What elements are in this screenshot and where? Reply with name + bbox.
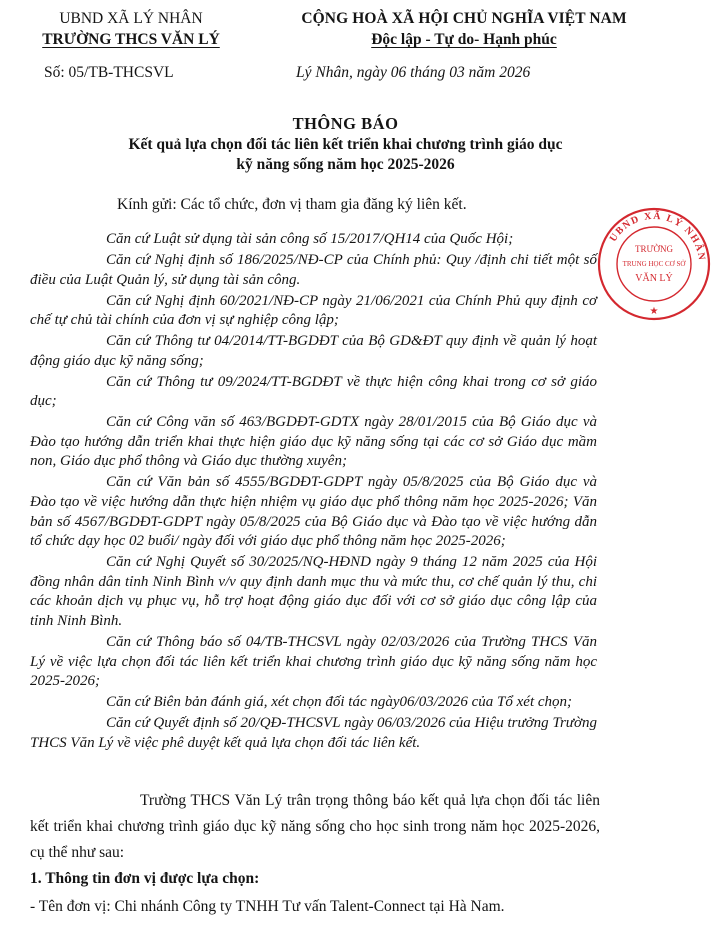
- seal-graphic: [596, 206, 712, 322]
- subtitle-line: kỹ năng sống năm học 2025-2026: [236, 156, 455, 173]
- legal-bases: [30, 230, 597, 755]
- seal-ring-text: UBND XÃ LÝ NHÂN: [607, 210, 708, 263]
- subtitle-line: Kết quả lựa chọn đối tác liên kết triển khai chương trình giáo dục: [128, 136, 563, 153]
- closing-paragraph: [30, 788, 600, 866]
- document-date: Lý Nhân, ngày 06 tháng 03 năm 2026: [296, 64, 531, 81]
- national-motto: Độc lập - Tự do- Hạnh phúc: [371, 31, 557, 48]
- legal-basis-item: Căn cứ Quyết định số 20/QĐ-THCSVL ngày 06/03/2026 của Hiệu trưởng Trường THCS Văn Lý về việc phê duyệt kết quả lựa chọn đối tác liên kết.: [30, 715, 597, 751]
- legal-basis-item: Căn cứ Nghị định số 186/2025/NĐ-CP của Chính phủ: Quy /định chi tiết một số điều của Luật Quản lý, sử dụng tài sản công.: [30, 251, 597, 288]
- legal-basis-item: Căn cứ Nghị định 60/2021/NĐ-CP ngày 21/06/2021 của Chính Phủ quy định cơ chế tự chủ tài chính của đơn vị sự nghiệp công lập;: [30, 292, 597, 329]
- legal-basis-item: Căn cứ Công văn số 463/BGDĐT-GDTX ngày 28/01/2015 của Bộ Giáo dục và Đào tạo hướng dẫn triển khai thực hiện giáo dục kỹ năng sống tại các cơ sở Giáo dục mầm non, Giáo dục phổ thông và Giáo dục thường xuyên;: [30, 414, 597, 470]
- document-title: THÔNG BÁO: [292, 114, 399, 133]
- seal-center-text: TRUNG HỌC CƠ SỞ: [622, 260, 686, 268]
- nation-name: CỘNG HOÀ XÃ HỘI CHỦ NGHĨA VIỆT NAM: [301, 10, 627, 27]
- legal-basis-item: Căn cứ Thông báo số 04/TB-THCSVL ngày 02/03/2026 của Trường THCS Văn Lý về việc lựa chọn đối tác liên kết triển khai chương trình giáo dục kỹ năng sống năm học 2025-2026;: [30, 634, 597, 690]
- official-seal: [596, 206, 712, 322]
- document-subtitle: [60, 135, 631, 175]
- section-heading: 1. Thông tin đơn vị được lựa chọn:: [30, 870, 260, 887]
- svg-text:★: ★: [649, 306, 659, 317]
- legal-basis-item: Căn cứ Thông tư 09/2024/TT-BGDĐT về thực hiện công khai trong cơ sở giáo dục;: [30, 373, 597, 410]
- seal-center-text: TRƯỜNG: [635, 244, 673, 254]
- legal-basis-item: Căn cứ Luật sử dụng tài sản công số 15/2017/QH14 của Quốc Hội;: [106, 231, 514, 247]
- legal-basis-item: Căn cứ Nghị Quyết số 30/2025/NQ-HĐND ngày 9 tháng 12 năm 2025 của Hội đồng nhân dân tỉnh Ninh Bình v/v quy định danh mục thu và mức thu, cơ chế quản lý thu, chi các khoản dịch vụ phục vụ, hỗ trợ hoạt động giáo dục đối với cơ sở giáo dục công lập của tỉnh Ninh Bình.: [30, 554, 597, 630]
- national-header: [258, 8, 670, 50]
- agency-name: UBND XÃ LÝ NHÂN: [59, 10, 203, 27]
- seal-center-text: VĂN LÝ: [635, 273, 673, 284]
- legal-basis-item: Căn cứ Thông tư 04/2014/TT-BGDĐT của Bộ GD&ĐT quy định về quản lý hoạt động giáo dục kỹ năng sống;: [30, 333, 597, 369]
- recipient-line: Kính gửi: Các tổ chức, đơn vị tham gia đăng ký liên kết.: [117, 196, 467, 213]
- document-number: Số: 05/TB-THCSVL: [44, 64, 174, 81]
- legal-basis-item: Căn cứ Biên bản đánh giá, xét chọn đối tác ngày06/03/2026 của Tổ xét chọn;: [106, 694, 573, 711]
- school-name: TRƯỜNG THCS VĂN LÝ: [42, 31, 220, 48]
- issuer-header: [0, 8, 262, 50]
- legal-basis-item: Căn cứ Văn bản số 4555/BGDĐT-GDPT ngày 05/8/2025 của Bộ Giáo dục và Đào tạo về việc hướng dẫn thực hiện nhiệm vụ giáo dục phổ thông năm học 2025-2026; Văn bản số 4567/BGDĐT-GDPT ngày 05/8/2025 của Bộ Giáo dục và Đào tạo về việc hướng dẫn tổ chức dạy học 02 buổi/ ngày đối với giáo dục phổ thông năm học 2025-2026;: [30, 474, 597, 550]
- closing-text: Trường THCS Văn Lý trân trọng thông báo kết quả lựa chọn đối tác liên kết triển khai chương trình giáo dục kỹ năng sống cho học sinh trong năm học 2025-2026, cụ thể như sau:: [30, 792, 600, 861]
- selected-unit-line: - Tên đơn vị: Chi nhánh Công ty TNHH Tư vấn Talent-Connect tại Hà Nam.: [30, 898, 505, 915]
